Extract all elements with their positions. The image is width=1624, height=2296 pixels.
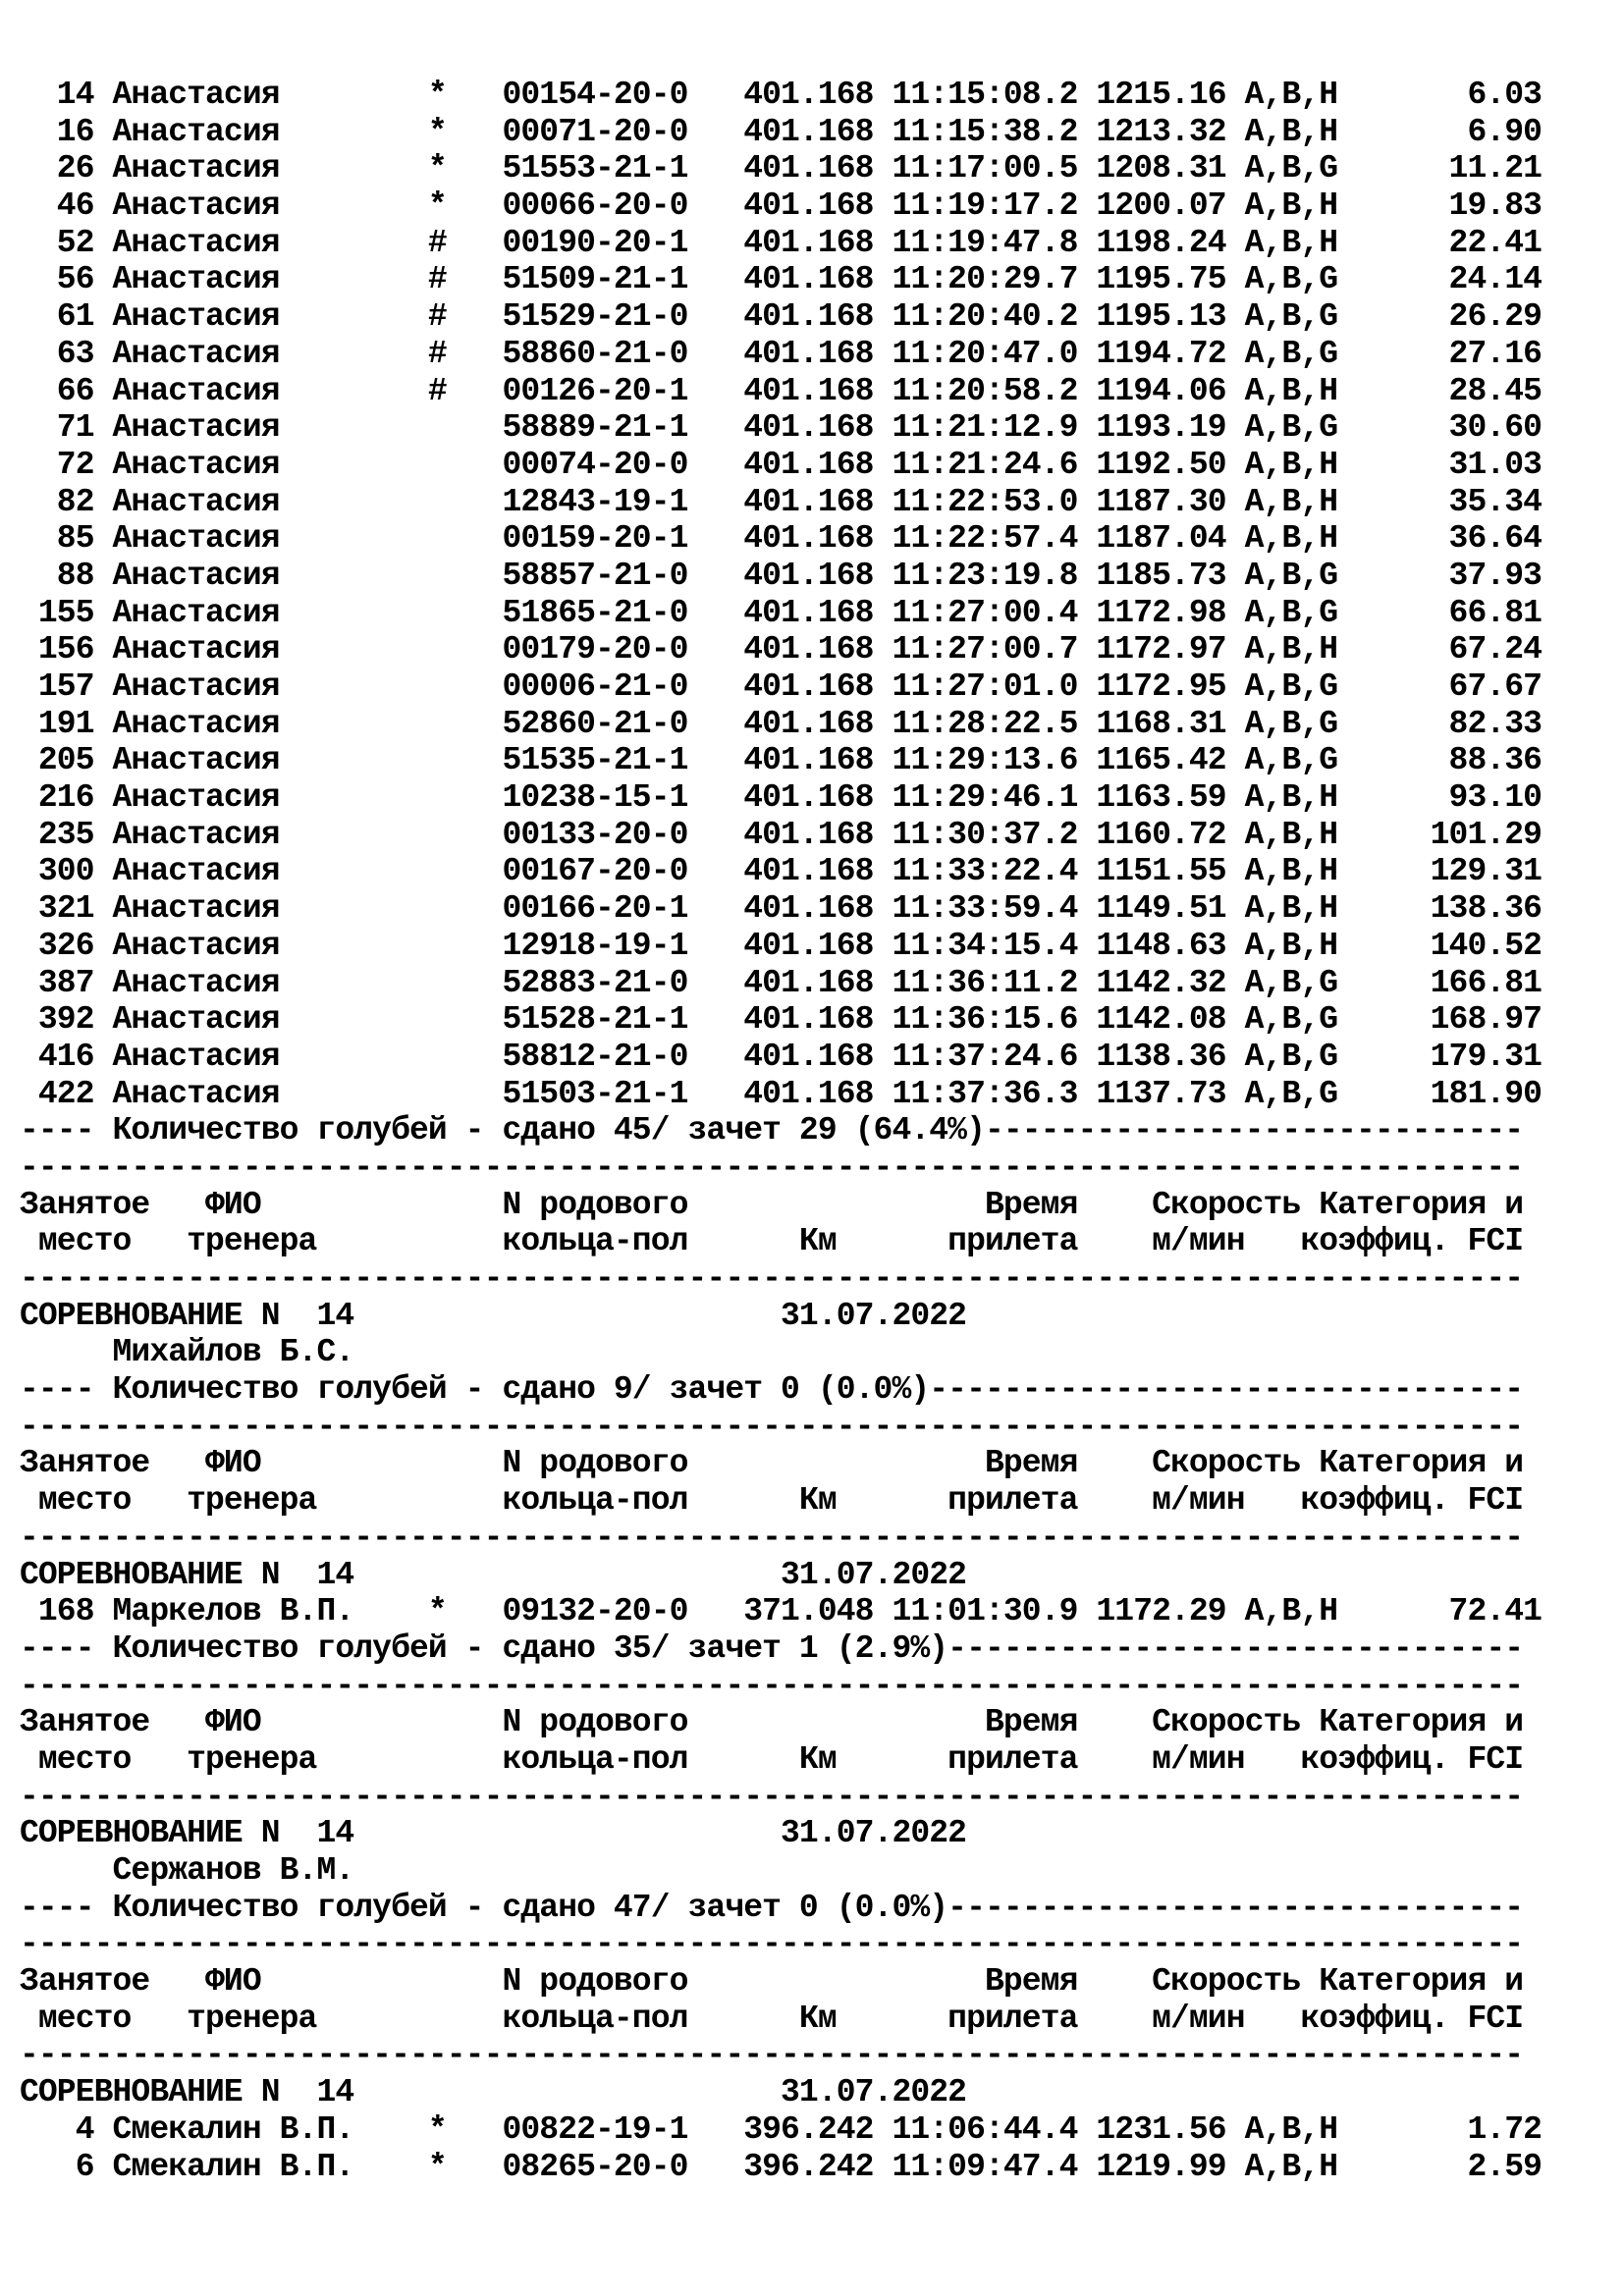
- printout-line: 6 Смекалин В.П. * 08265-20-0 396.242 11:09:47.4 1219.99 A,B,H 2.59: [20, 2148, 1543, 2185]
- printout-line: 72 Анастасия 00074-20-0 401.168 11:21:24.6 1192.50 A,B,H 31.03: [20, 446, 1543, 483]
- printout-line: 85 Анастасия 00159-20-1 401.168 11:22:57.4 1187.04 A,B,H 36.64: [20, 520, 1543, 558]
- printout-line: 46 Анастасия * 00066-20-0 401.168 11:19:17.2 1200.07 A,B,H 19.83: [20, 187, 1543, 225]
- printout-line: Занятое ФИО N родового Время Скорость Категория и: [20, 1963, 1524, 2001]
- printout-line: 4 Смекалин В.П. * 00822-19-1 396.242 11:06:44.4 1231.56 A,B,H 1.72: [20, 2110, 1543, 2148]
- printout-line: 61 Анастасия # 51529-21-0 401.168 11:20:40.2 1195.13 A,B,G 26.29: [20, 298, 1543, 336]
- printout-line: ---- Количество голубей - сдано 45/ зачет 29 (64.4%)-----------------------------: [20, 1112, 1524, 1149]
- printout-line: ---------------------------------------------------------------------------------: [20, 1926, 1524, 1963]
- printout-line: место тренера кольца-пол Км прилета м/мин коэффиц. FCI: [20, 1740, 1524, 1778]
- printout-line: ---- Количество голубей - сдано 47/ зачет 0 (0.0%)-------------------------------: [20, 1889, 1524, 1926]
- printout-line: 392 Анастасия 51528-21-1 401.168 11:36:15.6 1142.08 A,B,G 168.97: [20, 1001, 1543, 1039]
- printout-line: ---------------------------------------------------------------------------------: [20, 1778, 1524, 1815]
- printout-line: ---------------------------------------------------------------------------------: [20, 1519, 1524, 1556]
- printout-line: 205 Анастасия 51535-21-1 401.168 11:29:13.6 1165.42 A,B,G 88.36: [20, 742, 1543, 779]
- printout-line: место тренера кольца-пол Км прилета м/мин коэффиц. FCI: [20, 2000, 1524, 2037]
- printout-line: Михайлов Б.С.: [20, 1334, 354, 1371]
- printout-line: СОРЕВНОВАНИЕ N 14 31.07.2022: [20, 1556, 967, 1593]
- printout-line: СОРЕВНОВАНИЕ N 14 31.07.2022: [20, 2074, 967, 2111]
- printout-line: 66 Анастасия # 00126-20-1 401.168 11:20:58.2 1194.06 A,B,H 28.45: [20, 372, 1543, 409]
- printout-line: ---- Количество голубей - сдано 35/ зачет 1 (2.9%)-------------------------------: [20, 1629, 1524, 1667]
- printout-line: 82 Анастасия 12843-19-1 401.168 11:22:53.0 1187.30 A,B,H 35.34: [20, 483, 1543, 520]
- printout-line: СОРЕВНОВАНИЕ N 14 31.07.2022: [20, 1297, 967, 1334]
- printout-line: 416 Анастасия 58812-21-0 401.168 11:37:24.6 1138.36 A,B,G 179.31: [20, 1038, 1543, 1075]
- printout-line: ---------------------------------------------------------------------------------: [20, 1260, 1524, 1297]
- printout-line: 300 Анастасия 00167-20-0 401.168 11:33:22.4 1151.55 A,B,H 129.31: [20, 853, 1543, 890]
- printout-line: 156 Анастасия 00179-20-0 401.168 11:27:00.7 1172.97 A,B,H 67.24: [20, 631, 1543, 668]
- printout-line: 14 Анастасия * 00154-20-0 401.168 11:15:08.2 1215.16 A,B,H 6.03: [20, 77, 1543, 113]
- printout-line: 387 Анастасия 52883-21-0 401.168 11:36:11.2 1142.32 A,B,G 166.81: [20, 964, 1543, 1001]
- printout-line: 63 Анастасия # 58860-21-0 401.168 11:20:47.0 1194.72 A,B,G 27.16: [20, 335, 1543, 372]
- printout-line: 326 Анастасия 12918-19-1 401.168 11:34:15.4 1148.63 A,B,H 140.52: [20, 927, 1543, 964]
- printout-line: 235 Анастасия 00133-20-0 401.168 11:30:37.2 1160.72 A,B,H 101.29: [20, 816, 1543, 853]
- printout-line: ---- Количество голубей - сдано 9/ зачет 0 (0.0%)--------------------------------: [20, 1371, 1524, 1409]
- printout-line: 56 Анастасия # 51509-21-1 401.168 11:20:29.7 1195.75 A,B,G 24.14: [20, 261, 1543, 298]
- printout-line: ---------------------------------------------------------------------------------: [20, 1667, 1524, 1704]
- printout-line: 216 Анастасия 10238-15-1 401.168 11:29:46.1 1163.59 A,B,H 93.10: [20, 779, 1543, 817]
- printout-line: ---------------------------------------------------------------------------------: [20, 1408, 1524, 1445]
- printout-line: 155 Анастасия 51865-21-0 401.168 11:27:00.4 1172.98 A,B,G 66.81: [20, 594, 1543, 631]
- printout-line: место тренера кольца-пол Км прилета м/мин коэффиц. FCI: [20, 1223, 1524, 1260]
- printout-line: 321 Анастасия 00166-20-1 401.168 11:33:59.4 1149.51 A,B,H 138.36: [20, 890, 1543, 928]
- printout-line: место тренера кольца-пол Км прилета м/мин коэффиц. FCI: [20, 1482, 1524, 1520]
- printout-line: ---------------------------------------------------------------------------------: [20, 1148, 1524, 1186]
- printout-line: Занятое ФИО N родового Время Скорость Категория и: [20, 1704, 1524, 1741]
- printout-line: 26 Анастасия * 51553-21-1 401.168 11:17:00.5 1208.31 A,B,G 11.21: [20, 150, 1543, 187]
- results-printout: [20, 77, 1542, 2185]
- printout-line: ---------------------------------------------------------------------------------: [20, 2037, 1524, 2074]
- printout-line: СОРЕВНОВАНИЕ N 14 31.07.2022: [20, 1815, 967, 1852]
- printout-line: 52 Анастасия # 00190-20-1 401.168 11:19:47.8 1198.24 A,B,H 22.41: [20, 224, 1543, 261]
- printout-line: 16 Анастасия * 00071-20-0 401.168 11:15:38.2 1213.32 A,B,H 6.90: [20, 113, 1543, 150]
- printout-line: 88 Анастасия 58857-21-0 401.168 11:23:19.8 1185.73 A,B,G 37.93: [20, 557, 1543, 594]
- printout-line: 422 Анастасия 51503-21-1 401.168 11:37:36.3 1137.73 A,B,G 181.90: [20, 1075, 1543, 1112]
- printout-line: 168 Маркелов В.П. * 09132-20-0 371.048 11:01:30.9 1172.29 A,B,H 72.41: [20, 1593, 1543, 1630]
- printout-line: Занятое ФИО N родового Время Скорость Категория и: [20, 1445, 1524, 1482]
- printout-line: 71 Анастасия 58889-21-1 401.168 11:21:12.9 1193.19 A,B,G 30.60: [20, 409, 1543, 447]
- printout-line: 157 Анастасия 00006-21-0 401.168 11:27:01.0 1172.95 A,B,G 67.67: [20, 668, 1543, 705]
- printout-line: 191 Анастасия 52860-21-0 401.168 11:28:22.5 1168.31 A,B,G 82.33: [20, 705, 1543, 742]
- printout-line: Сержанов В.М.: [20, 1852, 354, 1889]
- printout-line: Занятое ФИО N родового Время Скорость Категория и: [20, 1186, 1524, 1223]
